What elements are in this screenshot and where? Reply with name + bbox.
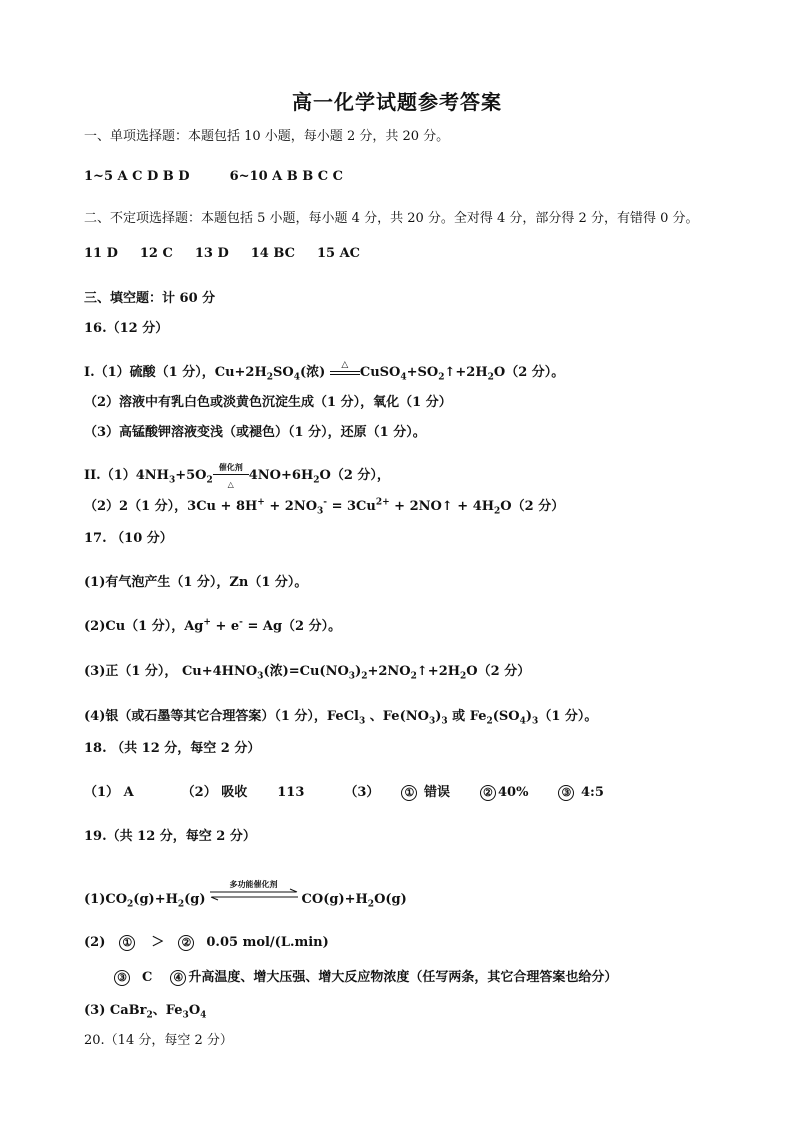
q17-line-2: (2)Cu（1 分），Ag+ + e- = Ag（2 分）。: [84, 617, 342, 634]
q16-ii2: （2）2（1 分），$3Cu + 8H^+ + 2NO_3^- = 3Cu^{2+}$ + 2NO↑ + $4H_2O(2$ 分）: [84, 497, 565, 517]
q19-line-3: ③ C ④ 升高温度、增大压强、增大反应物浓度（任写两条，其它合理答案也给分）: [114, 969, 617, 987]
q16-i2: （2）溶液中有乳白色或淡黄色沉淀生成（1 分），氧化（1 分）: [84, 395, 452, 410]
section-2-answers: [84, 245, 360, 263]
circled-1: ①: [119, 935, 135, 951]
delta-icon: △: [341, 360, 349, 370]
q18-heading: 18. （共 12 分，每空 2 分）: [84, 741, 261, 756]
circled-2: ②: [480, 785, 496, 801]
section-1-heading: 一、单项选择题：本题包括 10 小题，每小题 2 分，共 20 分。: [84, 129, 450, 144]
q19-equation: $(1)CO_2(g)+H_2(g)$ 多功能催化剂 $CO(g)+H_2O(g)$: [84, 880, 407, 910]
answers-6-10: 6~10 A B B C C: [229, 169, 344, 184]
q16-i3: （3）高锰酸钾溶液变浅（或褪色）（1 分），还原（1 分）。: [84, 425, 426, 440]
delta-icon: △: [227, 479, 234, 489]
reversible-arrow: 多功能催化剂: [208, 886, 300, 906]
answer-14: 14 BC: [250, 246, 295, 261]
q19-heading: 19.（共 12 分，每空 2 分）: [84, 829, 256, 844]
q16-ii1: $II.(1)4NH_3+5O_2$ 催化剂 △ $4NO+6H_2O(2$ 分），: [84, 465, 390, 485]
q18-answers: （1） A （2） 吸收 113 （3） ① 错误 ② 40% ③ 4:5: [84, 785, 604, 800]
q17-line-3: (3)正（1 分）， $Cu+4HNO_3$(浓)$=Cu(NO_3)_2+2NO_2↑+2H_2O(2$ 分）: [84, 664, 531, 682]
answer-11: 11 D: [84, 246, 118, 261]
q20-heading: 20.（14 分，每空 2 分）: [84, 1033, 233, 1048]
circled-3: ③: [558, 785, 574, 801]
circled-1: ①: [401, 785, 417, 801]
circled-2: ②: [178, 935, 194, 951]
q17-heading: 17. （10 分）: [84, 531, 173, 546]
section-1-answers: [84, 168, 343, 186]
q16-heading: 16.（12 分）: [84, 321, 169, 336]
circled-4: ④: [170, 970, 186, 986]
answer-12: 12 C: [139, 246, 173, 261]
q19-line-4: (3) CaBr$_2$、$Fe_3O_4$: [84, 1003, 207, 1021]
q17-line-4: (4)银（或石墨等其它合理答案）（1 分），FeCl$_3$ 、$Fe(NO_3)_3$ 或 $Fe_2(SO_4)_3(1$ 分）。: [84, 709, 598, 727]
section-3-heading: 三、填空题：计 60 分: [84, 291, 216, 306]
section-2-heading: 二、不定项选择题：本题包括 5 小题，每小题 4 分，共 20 分。全对得 4 分，部分得 2 分，有错得 0 分。: [84, 211, 699, 226]
q17-line-1: (1)有气泡产生（1 分），Zn（1 分）。: [84, 575, 308, 590]
page-title: 高一化学试题参考答案: [292, 90, 502, 114]
q19-line-2: (2) ① ＞ ② 0.05 mol/(L.min): [84, 935, 329, 950]
circled-3: ③: [114, 970, 130, 986]
answers-1-5: 1~5 A C D B D: [84, 169, 190, 184]
answer-13: 13 D: [194, 246, 229, 261]
q16-i1: I.（1）硫酸（1 分），$Cu+2H_2SO_4$(浓) △ $CuSO_4+SO_2↑+2H_2O(2$ 分）。: [84, 362, 564, 382]
answer-15: 15 AC: [316, 246, 361, 261]
catalyst-heat-condition: 催化剂 △: [213, 465, 249, 483]
heat-condition: [330, 362, 360, 380]
